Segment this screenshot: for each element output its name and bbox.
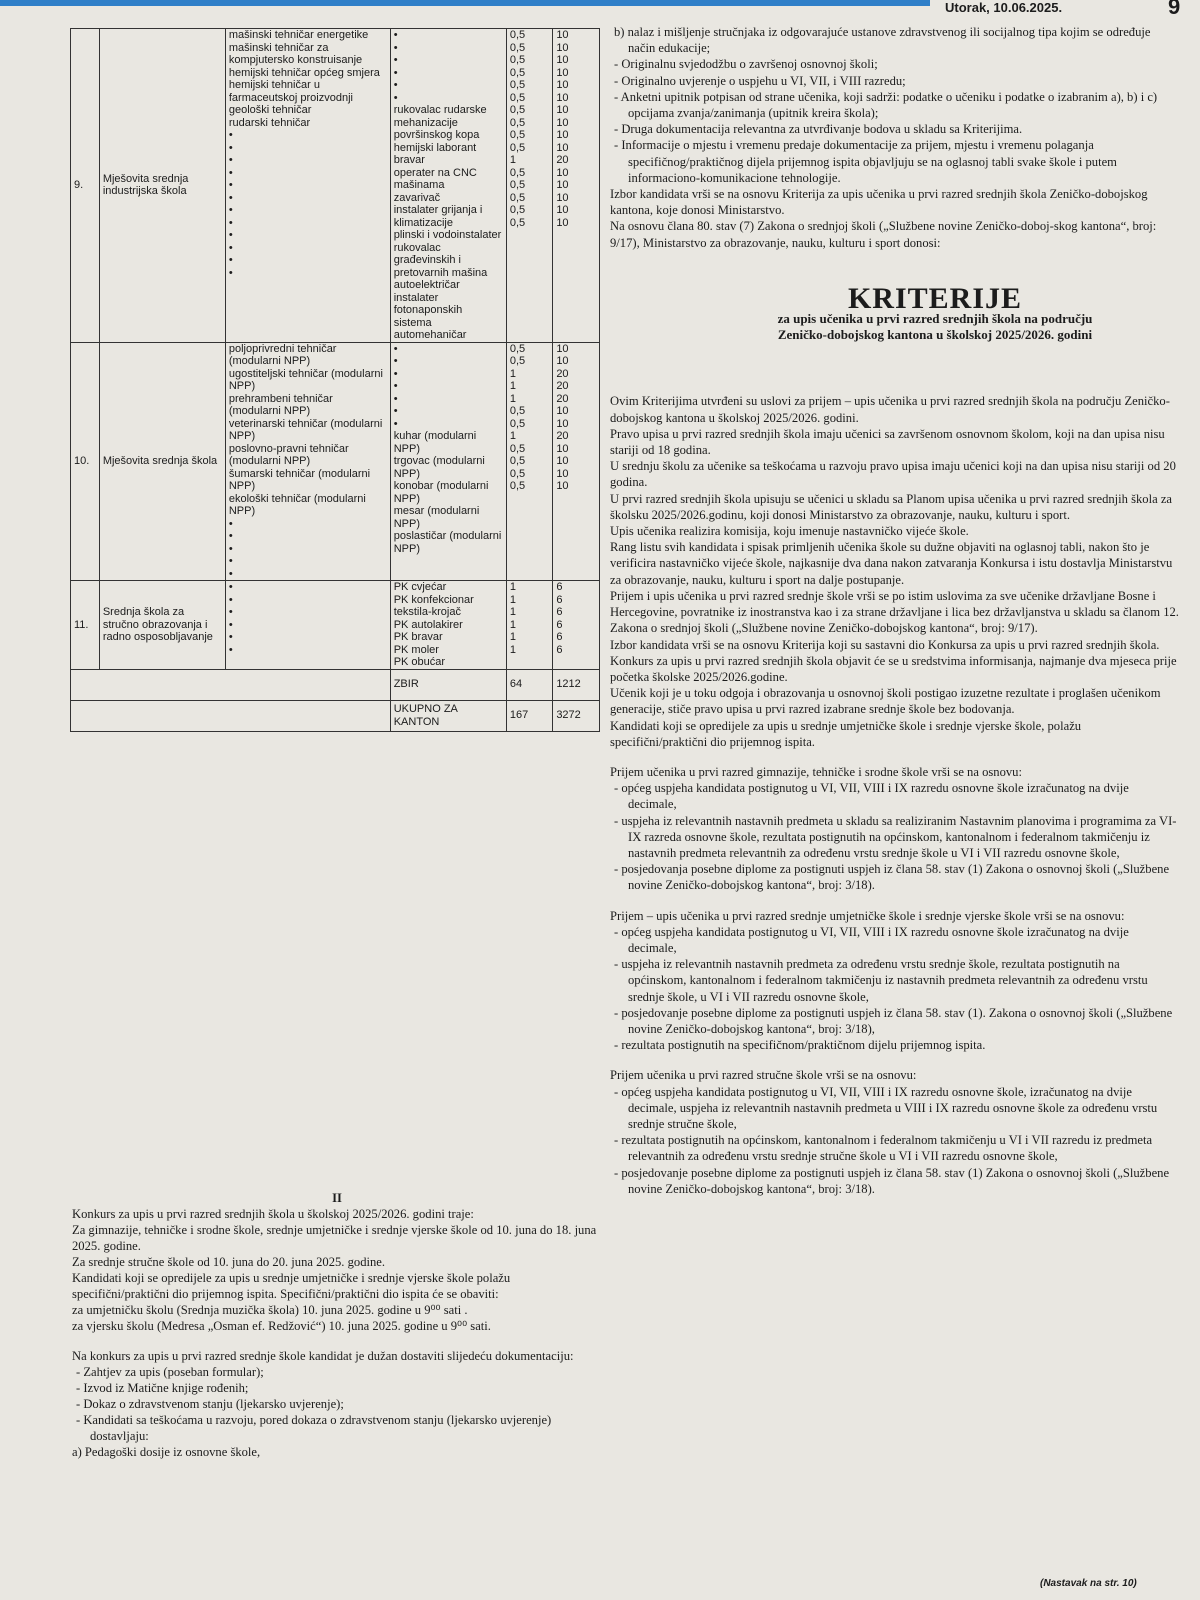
paragraph: Učenik koji je u toku odgoja i obrazovanja u osnovnoj školi postigao izuzetne rezultate i proglašen učenikom generacije, stiče pravo upisa u prvi razred izabrane srednje škole bez bodovanja. — [610, 686, 1161, 717]
left-a: a) Pedagoški dosije iz osnovne škole, — [72, 1445, 261, 1459]
trade-points: 6 — [556, 593, 563, 606]
trade-cell — [390, 342, 506, 581]
s-intro: Prijem učenika u prvi razred stručne škole vrši se na osnovu: — [610, 1068, 917, 1083]
quota-cell — [506, 342, 552, 581]
tech-points: 10 — [556, 405, 569, 417]
tech-quota: 0,5 — [509, 54, 526, 66]
bullet: • — [228, 179, 233, 191]
trade-program: rukovalac građevinskih i pretovarnih mašina — [393, 241, 488, 279]
trade-quota: 1 — [509, 606, 516, 618]
trade-points: 10 — [556, 104, 569, 116]
bullet: • — [393, 91, 398, 104]
kriterije-paragraphs — [610, 393, 1180, 749]
trade-quota: 0,5 — [509, 166, 526, 179]
tech-points: 10 — [556, 41, 569, 54]
trade-program: PK bravar — [393, 631, 443, 643]
trade-program: PK autolakirer — [393, 618, 463, 631]
trade-quota: 0,5 — [509, 104, 526, 116]
trade-program: konobar (modularni NPP) — [393, 480, 489, 505]
left-p4: Kandidati koji se opredijele za upis u srednje umjetničke i srednje vjerske škole polažu specifični/praktični dio prijemnog ispita. Specifični/praktični dio ispita će se obaviti: — [72, 1271, 511, 1301]
paragraph: Upis učenika realizira komisija, koju imenuje nastavničko vijeće škole. — [610, 524, 969, 539]
school-name: Srednja škola za stručno obrazovanja i radno osposobljavanje — [99, 581, 225, 670]
list-item: - uspjeha iz relevantnih nastavnih predmeta u skladu sa realiziranim Nastavnim planovima i programima za VI-IX razreda osnovne škole, rezultata postignutih na općinskom, kantonalnom i federalnom takmičenju iz nastavnih predmeta relevantnih za određenu vrstu srednje škole u VI i VII razredu osnovne škole, — [614, 813, 1177, 860]
trade-program: instalater grijanja i klimatizacije — [393, 204, 483, 229]
tech-program: hemijski tehničar općeg smjera — [228, 66, 380, 79]
trade-quota: 0,5 — [509, 204, 526, 216]
points-cell — [553, 342, 600, 581]
left-p1: Konkurs za upis u prvi razred srednjih škola u školskoj 2025/2026. godini traje: — [72, 1207, 474, 1221]
bullet: • — [393, 355, 398, 367]
left-p5: za umjetničku školu (Srednja muzička škola) 10. juna 2025. godine u 9⁰⁰ sati . — [72, 1303, 468, 1317]
tech-program: mašinski tehničar za kompjutersko konstruisanje — [228, 41, 363, 66]
tech-points: 10 — [556, 342, 569, 355]
document-item: - Dokaz o zdravstvenom stanju (ljekarsko uvjerenje); — [76, 1397, 344, 1411]
trade-points: 10 — [556, 480, 569, 492]
empty-cell — [71, 669, 391, 700]
tech-quota: 0,5 — [509, 417, 526, 430]
trade-program: zavarivač — [393, 191, 441, 204]
document-list — [72, 1364, 602, 1444]
tech-quota: 0,5 — [509, 41, 526, 54]
kriterije-subtitle-1: za upis učenika u prvi razred srednjih škola na području — [777, 311, 1093, 327]
trade-points: 10 — [556, 204, 569, 216]
paragraph: U prvi razred srednjih škola upisuju se učenici u skladu sa Planom upisa učenika u prvi razred srednjih škola za školsku 2025/2026.godinu, koji donosi Ministarstvo za obrazovanje, nauku, kulturu i sport. — [610, 491, 1173, 522]
trade-points: 10 — [556, 179, 569, 191]
page-number: 9 — [1168, 0, 1181, 19]
tech-quota: 0,5 — [509, 29, 526, 41]
trade-quota: 0,5 — [509, 129, 526, 141]
tech-quota: 0,5 — [509, 355, 526, 367]
trade-quota: 0,5 — [509, 116, 526, 129]
bullet: • — [228, 266, 233, 279]
paragraph: Rang listu svih kandidata i spisak primljenih učenika škole su dužne objaviti na oglasnoj tabli, nakon što je verificira nastavničko vijeće škole, najkasnije dva dana nakon zatvaranja Konkursa i istu dostavlja Ministarstvu za obrazovanje, nauku, kulturu i sport na dalje postupanje. — [610, 540, 1173, 587]
tech-program: ugostiteljski tehničar (modularni NPP) — [228, 367, 383, 392]
section-roman: II — [332, 1191, 342, 1205]
tech-program: prehrambeni tehničar (modularni NPP) — [228, 392, 333, 417]
bullet: • — [228, 241, 233, 254]
tech-points: 20 — [556, 392, 569, 405]
bullet: • — [228, 643, 233, 656]
s-list — [610, 1084, 1180, 1197]
points-cell — [553, 581, 600, 670]
header-color-strip — [0, 0, 930, 6]
tech-program: veterinarski tehničar (modularni NPP) — [228, 417, 383, 442]
u-intro: Prijem – upis učenika u prvi razred srednje umjetničke škole i srednje vjerske škole vrši se na osnovu: — [610, 908, 1125, 923]
trade-quota: 0,5 — [509, 480, 526, 492]
points-cell — [553, 29, 600, 343]
bullet: • — [393, 66, 398, 79]
trade-points: 10 — [556, 116, 569, 129]
trade-program: plinski i vodoinstalater — [393, 229, 502, 241]
trade-cell — [390, 581, 506, 670]
tech-quota: 1 — [509, 380, 516, 392]
trade-program: kuhar (modularni NPP) — [393, 430, 477, 455]
trade-points: 10 — [556, 455, 569, 467]
list-item: - Originalno uvjerenje o uspjehu u VI, VII, i VIII razredu; — [614, 73, 906, 88]
trade-quota: 0,5 — [509, 442, 526, 455]
trade-quota: 1 — [509, 430, 516, 442]
bullet: • — [228, 593, 233, 606]
enrollment-table — [70, 28, 600, 732]
list-item: - Druga dokumentacija relevantna za utvrđivanje bodova u skladu sa Kriterijima. — [614, 122, 1023, 137]
tech-quota: 0,5 — [509, 91, 526, 104]
row-number: 11. — [71, 581, 100, 670]
zbir-row-label: ZBIR — [390, 669, 506, 700]
bullet: • — [228, 581, 233, 593]
bullet: • — [228, 631, 233, 643]
trade-program: autoelektričar — [393, 279, 460, 291]
trade-points: 10 — [556, 442, 569, 455]
trade-points: 10 — [556, 129, 569, 141]
school-name: Mješovita srednja škola — [99, 342, 225, 581]
trade-points: 6 — [556, 581, 563, 593]
list-item: - Informacije o mjestu i vremenu predaje dokumentacije za prijem, mjestu i vremenu polaganja specifičnog/praktičnog dijela prijemnog ispita objavljuju se na oglasnoj tabli svake škole i putem informaciono-komunikacione tehnologije. — [614, 138, 1117, 185]
zbir-row-quota: 64 — [506, 669, 552, 700]
trade-quota: 1 — [509, 631, 516, 643]
right-osnov: Na osnovu člana 80. stav (7) Zakona o srednjoj školi („Službene novine Zeničko-doboj-skog kantona“, broj: 9/17), Ministarstvo za obrazovanje, nauku, kulturu i sport donosi: — [610, 219, 1157, 250]
tech-program: mašinski tehničar energetike — [228, 29, 369, 41]
top-bar — [0, 0, 1200, 20]
quota-cell — [506, 581, 552, 670]
trade-program: poslastičar (modularni NPP) — [393, 530, 502, 555]
bullet: • — [393, 29, 398, 41]
left-p6: za vjersku školu (Medresa „Osman ef. Redžović“) 10. juna 2025. godine u 9⁰⁰ sati. — [72, 1319, 491, 1333]
empty-cell — [71, 700, 391, 731]
trade-program: rukovalac rudarske mehanizacije — [393, 104, 487, 129]
quota-cell — [506, 29, 552, 343]
trade-quota: 1 — [509, 154, 516, 166]
table-row — [71, 29, 600, 343]
list-item: - posjedovanje posebne diplome za postignuti uspjeh iz člana 58. stav (1). Zakona o osnovnoj školi („Službene novine Zeničko-dobojskog kantona“, broj: 3/18), — [614, 1005, 1173, 1036]
bullet: • — [228, 166, 233, 179]
list-item: - općeg uspjeha kandidata postignutog u VI, VII, VIII i IX razredu osnovne škole izračunatog na dvije decimale, — [614, 924, 1129, 955]
bullet: • — [228, 191, 233, 204]
bullet: • — [393, 405, 398, 417]
kriterije-subtitle-2: Zeničko-dobojskog kantona u školskoj 2025/2026. godini — [777, 327, 1093, 343]
left-p3: Za srednje stručne škole od 10. juna do 20. juna 2025. godine. — [72, 1255, 386, 1269]
trade-points: 10 — [556, 166, 569, 179]
right-column — [610, 24, 1180, 1197]
ukupno-row-label: UKUPNO ZA KANTON — [390, 700, 506, 731]
trade-program: operater na CNC mašinama — [393, 166, 477, 191]
table-row — [71, 342, 600, 581]
bullet: • — [393, 79, 398, 91]
trade-cell — [390, 29, 506, 343]
tech-quota: 1 — [509, 392, 516, 405]
ukupno-row — [71, 700, 600, 731]
tech-quota: 0,5 — [509, 405, 526, 417]
tech-program: ekološki tehničar (modularni NPP) — [228, 492, 366, 517]
table-row — [71, 581, 600, 670]
trade-program: automehaničar — [393, 329, 467, 341]
tech-quota: 1 — [509, 367, 516, 380]
bullet: • — [228, 542, 233, 555]
trade-points: 6 — [556, 606, 563, 618]
bullet: • — [228, 154, 233, 166]
trade-quota: 0,5 — [509, 191, 526, 204]
bullet: • — [228, 229, 233, 241]
list-item: - općeg uspjeha kandidata postignutog u VI, VII, VIII i IX razredu osnovne škole izračunatog na dvije decimale, — [614, 781, 1129, 812]
left-text-block — [72, 1190, 602, 1460]
kriterije-title: KRITERIJE — [847, 281, 1023, 315]
tech-points: 10 — [556, 29, 569, 41]
bullet: • — [228, 555, 233, 567]
tech-points: 10 — [556, 54, 569, 66]
trade-program: bravar — [393, 154, 425, 166]
paragraph: Prijem i upis učenika u prvi razred srednje škole vrši se po istim uslovima za sve učenike državljane Bosne i Hercegovine, povratnike iz inostranstva kao i za strane državljane i lica bez državljanstva u skladu sa članom 12. Zakona o srednjoj školi („Službene novine Zeničko-dobojskog kantona“, broj: 9/17). — [610, 588, 1179, 636]
trade-points: 6 — [556, 618, 563, 631]
bullet: • — [228, 567, 233, 580]
tech-points: 10 — [556, 355, 569, 367]
bullet: • — [393, 54, 398, 66]
tech-points: 10 — [556, 91, 569, 104]
trade-quota: 1 — [509, 593, 516, 606]
trade-points: 10 — [556, 141, 569, 154]
bullet: • — [228, 254, 233, 266]
bullet: • — [393, 342, 398, 355]
list-item: - općeg uspjeha kandidata postignutog u VI, VII, VIII i IX razredu osnovne škole, izračunatog na dvije decimale, uspjeha iz relevantnih nastavnih predmeta u VIII i IX razredu osnovne škole za određenu vrstu srednje stručne škole, — [614, 1084, 1158, 1131]
list-item: - rezultata postignutih na općinskom, kantonalnom i federalnom takmičenju u VI i VII razredu iz predmeta relevantnih za određenu vrstu srednje stručne škole u VI i VII razredu osnovne škole, — [614, 1133, 1153, 1164]
bullet: • — [393, 380, 398, 392]
trade-quota: 0,5 — [509, 216, 526, 229]
tech-program: hemijski tehničar u farmaceutskoj proizvodnji — [228, 79, 353, 104]
programs-cell — [225, 29, 390, 343]
row-number: 9. — [71, 29, 100, 343]
trade-program: instalater fotonaponskih sistema — [393, 291, 463, 329]
list-item: - posjedovanja posebne diplome za postignuti uspjeh iz člana 58. stav (1) Zakona o osnovnoj školi („Službene novine Zeničko-dobojskog kantona“, broj: 3/18). — [614, 862, 1170, 893]
bullet: • — [228, 517, 233, 530]
list-item: - Anketni upitnik potpisan od strane učenika, koji sadrži: podatke o učeniku i podatke o izabranim a), b) i c) opcijama zvanja/zanimanja (upitnik kreira škola); — [614, 89, 1158, 121]
tech-points: 20 — [556, 380, 569, 392]
list-item: - rezultata postignutih na specifičnom/praktičnom dijelu prijemnog ispita. — [614, 1038, 986, 1053]
u-list — [610, 924, 1180, 1054]
bullet: • — [228, 141, 233, 154]
trade-program: površinskog kopa — [393, 129, 480, 141]
trade-quota: 1 — [509, 581, 516, 593]
trade-points: 10 — [556, 216, 569, 229]
g-intro: Prijem učenika u prvi razred gimnazije, tehničke i srodne škole vrši se na osnovu: — [610, 764, 1022, 779]
trade-program: PK cvjećar — [393, 581, 447, 593]
trade-program: trgovac (modularni NPP) — [393, 455, 485, 480]
paragraph: Konkurs za upis u prvi razred srednjih škola objavit će se u sredstvima informisanja, najmanje dva mjeseca prije početka školske 2025/2026.godine. — [610, 653, 1177, 684]
trade-points: 6 — [556, 643, 563, 656]
trade-quota: 1 — [509, 618, 516, 631]
ukupno-row-quota: 167 — [506, 700, 552, 731]
trade-points: 10 — [556, 467, 569, 480]
ukupno-row-points: 3272 — [553, 700, 600, 731]
trade-quota: 0,5 — [509, 141, 526, 154]
tech-points: 20 — [556, 367, 569, 380]
bullet: • — [393, 367, 398, 380]
continuation-note: (Nastavak na str. 10) — [1040, 1578, 1137, 1589]
zbir-row-points: 1212 — [553, 669, 600, 700]
bullet: • — [228, 216, 233, 229]
right-izbor: Izbor kandidata vrši se na osnovu Kriterija za upis učenika u prvi razred srednjih škola Zeničko-dobojskog kantona, koje donosi Ministarstvo. — [610, 187, 1148, 218]
left-p2: Za gimnazije, tehničke i srodne škole, srednje umjetničke i srednje vjerske škole od 10. juna do 18. juna 2025. godine. — [72, 1223, 597, 1253]
paragraph: Pravo upisa u prvi razred srednjih škola imaju učenici sa završenom osnovnom školom, koji na dan upisa nisu stariji od 18 godina. — [610, 426, 1165, 458]
bullet: • — [228, 129, 233, 141]
tech-points: 10 — [556, 66, 569, 79]
school-name: Mješovita srednja industrijska škola — [99, 29, 225, 343]
tech-points: 10 — [556, 417, 569, 430]
bullet: • — [228, 204, 233, 216]
tech-quota: 0,5 — [509, 342, 526, 355]
list-item: - Originalnu svjedodžbu o završenoj osnovnoj školi; — [614, 57, 878, 72]
bullet: • — [393, 392, 398, 405]
right-list-1 — [610, 56, 1180, 186]
trade-program: PK obućar — [393, 656, 446, 668]
right-b: b) nalaz i mišljenje stručnjaka iz odgovarajuće ustanove zdravstvenog ili socijalnog tipa kojim se određuje način edukacije; — [614, 25, 1151, 56]
paragraph: Izbor kandidata vrši se na osnovu Kriterija koji su sastavni dio Konkursa za upis u prvi razred srednjih škola. — [610, 637, 1160, 652]
zbir-row — [71, 669, 600, 700]
trade-program: mesar (modularni NPP) — [393, 505, 480, 530]
trade-program: hemijski laborant — [393, 141, 477, 154]
bullet: • — [228, 618, 233, 631]
left-p7: Na konkurs za upis u prvi razred srednje škole kandidat je dužan dostaviti slijedeću dokumentaciju: — [72, 1349, 574, 1363]
row-number: 10. — [71, 342, 100, 581]
trade-quota: 0,5 — [509, 455, 526, 467]
paragraph: U srednju školu za učenike sa teškoćama u razvoju pravo upisa imaju učenici koji na dan upisa nisu stariji od 20 godina. — [610, 459, 1176, 490]
tech-program: poslovno-pravni tehničar (modularni NPP) — [228, 442, 349, 467]
bullet: • — [393, 41, 398, 54]
bullet: • — [228, 530, 233, 542]
tech-points: 10 — [556, 79, 569, 91]
tech-program: geološki tehničar — [228, 104, 312, 116]
bullet: • — [393, 417, 398, 430]
tech-quota: 0,5 — [509, 66, 526, 79]
g-list — [610, 780, 1180, 893]
document-item: - Zahtjev za upis (poseban formular); — [76, 1365, 264, 1379]
programs-cell — [225, 342, 390, 581]
trade-quota: 0,5 — [509, 179, 526, 191]
tech-quota: 0,5 — [509, 79, 526, 91]
paragraph: Ovim Kriterijima utvrđeni su uslovi za prijem – upis učenika u prvi razred srednjih škola na području Zeničko-dobojskog kantona u školskoj 2025/2026. godini. — [610, 394, 1170, 425]
tech-program: poljoprivredni tehničar (modularni NPP) — [228, 342, 337, 367]
trade-quota: 1 — [509, 643, 516, 656]
trade-points: 20 — [556, 154, 569, 166]
list-item: - posjedovanje posebne diplome za postignuti uspjeh iz člana 58. stav (1) Zakona o osnovnoj školi („Službene novine Zeničko-dobojskog kantona“, broj: 3/18). — [614, 1165, 1170, 1196]
document-item: - Izvod iz Matične knjige rođenih; — [76, 1381, 249, 1395]
trade-points: 6 — [556, 631, 563, 643]
bullet: • — [228, 606, 233, 618]
trade-quota: 0,5 — [509, 467, 526, 480]
list-item: - uspjeha iz relevantnih nastavnih predmeta za određenu vrstu srednje škole, rezultata postignutih na općinskom, kantonalnom i federalnom takmičenju iz nastavnih predmeta relevantnih za određenu vrstu srednje škole, u VI i VII razredu osnovne škole, — [614, 957, 1148, 1004]
document-item: - Kandidati sa teškoćama u razvoju, pored dokaza o zdravstvenom stanju (ljekarsko uvjerenje) dostavljaju: — [76, 1413, 552, 1443]
trade-program: PK moler — [393, 643, 439, 656]
issue-date: Utorak, 10.06.2025. — [945, 0, 1063, 15]
tech-program: rudarski tehničar — [228, 116, 311, 129]
tech-program: šumarski tehničar (modularni NPP) — [228, 467, 371, 492]
paragraph: Kandidati koji se opredijele za upis u srednje umjetničke škole i srednje vjerske škole, polažu specifični/praktični dio prijemnog ispita. — [610, 718, 1082, 749]
programs-cell — [225, 581, 390, 670]
trade-points: 10 — [556, 191, 569, 204]
trade-program: PK konfekcionar tekstila-krojač — [393, 593, 474, 618]
trade-points: 20 — [556, 430, 569, 442]
